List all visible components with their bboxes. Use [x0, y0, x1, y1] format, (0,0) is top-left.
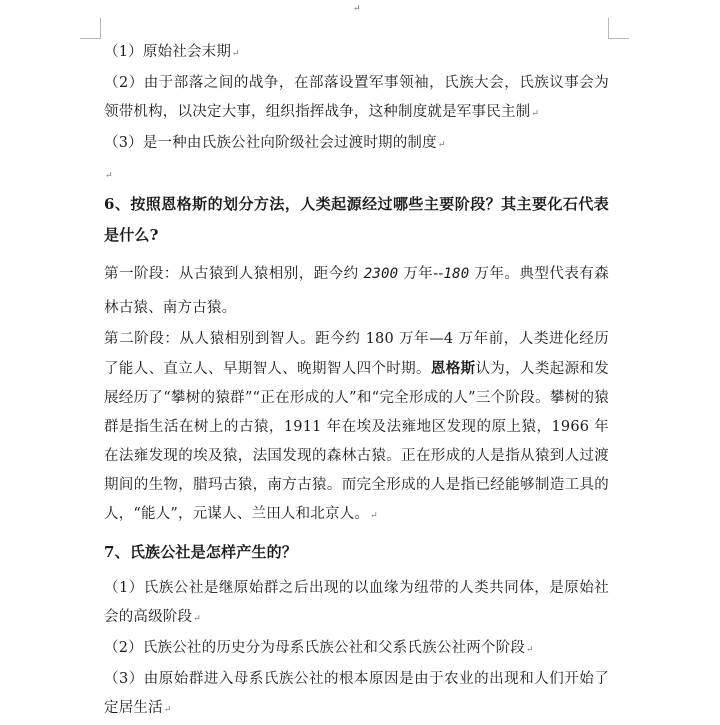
answer-7-item-3: （3）由原始群进入母系氏族公社的根本原因是由于农业的出现和人们开始了定居生活↵ — [104, 671, 609, 716]
engels-bold: 恩格斯 — [430, 360, 476, 377]
answer-7-item-1: （1）氏族公社是继原始群之后出现的以血缘为纽带的人类共同体，是原始社会的高级阶段↵ — [104, 580, 609, 625]
paragraph-mark: ↵ — [370, 511, 378, 521]
question-6-heading: 6、按照恩格斯的划分方法，人类起源经过哪些主要阶段？其主要化石代表是什么? — [104, 195, 609, 244]
paragraph-mark: ↵ — [437, 140, 446, 150]
paragraph-item-3: （3）是一种由氏族公社向阶级社会过渡时期的制度↵ — [104, 135, 446, 151]
stage-1-paragraph: 第一阶段：从古猿到人猿相别，距今约 2300 万年--180 万年。典型代表有森林古猿、南方古猿。 — [104, 266, 609, 316]
paragraph-mark: ↵ — [232, 49, 240, 59]
document-body[interactable] — [104, 38, 609, 725]
stage-1-start-value: 2300 — [363, 266, 399, 282]
stage-1-end-value: 180 — [443, 266, 470, 282]
question-7-heading: 7、氏族公社是怎样产生的？ — [104, 543, 298, 561]
paragraph-mark: ↵ — [193, 614, 201, 624]
empty-paragraph — [104, 160, 609, 189]
paragraph-mark: ↵ — [163, 705, 172, 715]
crop-mark-top-right — [608, 18, 629, 39]
paragraph-mark: ↵ — [353, 4, 361, 14]
paragraph-item-2: （2）由于部落之间的战争，在部落设置军事领袖，氏族大会，氏族议事会为领带机构，以决定大事，组织指挥战争，这种制度就是军事民主制↵ — [104, 75, 609, 120]
paragraph-mark: ↵ — [105, 171, 113, 181]
answer-7-item-2: （2）氏族公社的历史分为母系氏族公社和父系氏族公社两个阶段↵ — [104, 640, 534, 656]
paragraph-mark: ↵ — [526, 645, 534, 655]
paragraph-item-1: （1）原始社会末期↵ — [104, 44, 240, 60]
crop-mark-top-left — [80, 18, 101, 39]
stage-2-paragraph: 第二阶段：从人猿相别到智人。距今约 180 万年—4 万年前，人类进化经历了能人、直立人、早期智人、晚期智人四个时期。恩格斯认为，人类起源和发展经历了“攀树的猿群”“正在形成的人”和“完全形成的人”三个阶段。攀树的猿群是指生活在树上的古猿，1911 年在埃及法雍地区发现的原上猿，1966 年在法雍发现的埃及猿，法国发现的森林古猿。正在形成的人是指从猿到人过渡期间的生物，腊玛古猿，南方古猿。而完全形成的人是指已经能够制造工具的人，“能人”，元谋人、兰田人和北京人。↵ — [104, 331, 609, 522]
paragraph-mark: ↵ — [531, 109, 540, 119]
